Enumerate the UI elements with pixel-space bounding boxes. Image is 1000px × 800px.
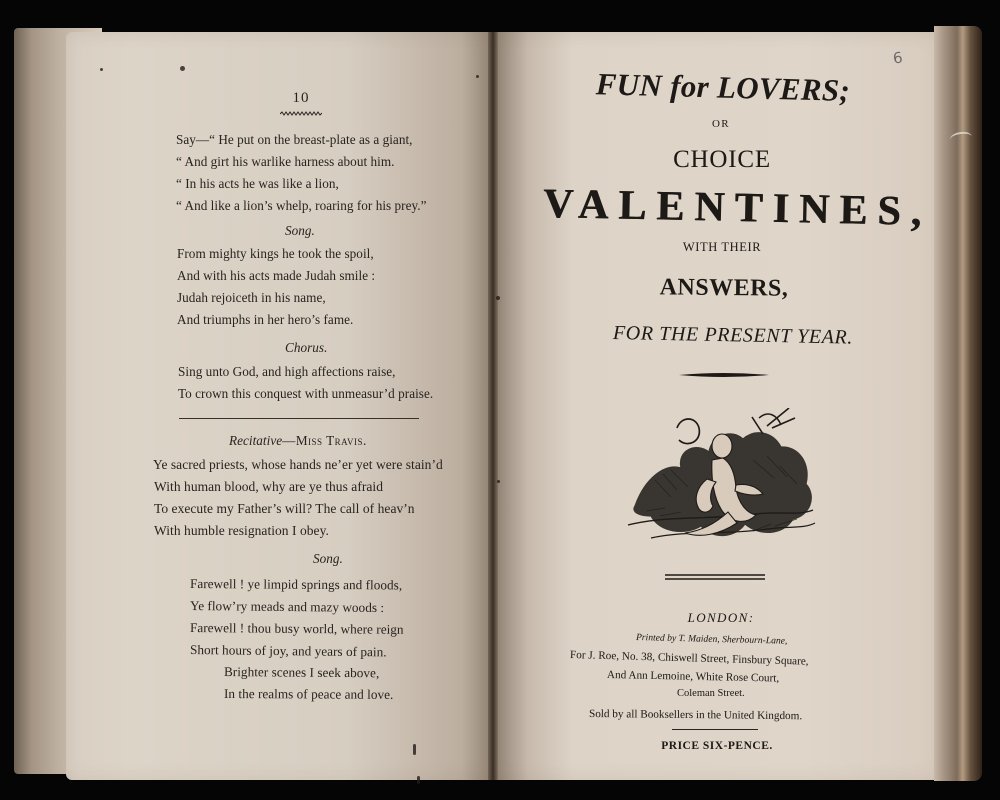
verse-line: To crown this conquest with unmeasur’d praise. bbox=[178, 386, 434, 401]
title-present-year: FOR THE PRESENT YEAR. bbox=[612, 321, 854, 349]
publisher-line: For J. Roe, No. 38, Chiswell Street, Finsbury Square, bbox=[569, 649, 809, 668]
price-rule bbox=[672, 729, 758, 730]
verse-line: Sing unto God, and high affections raise, bbox=[178, 364, 396, 379]
verse-line: With human blood, why are ye thus afraid bbox=[154, 479, 383, 494]
verse-line: “ In his acts he was like a lion, bbox=[176, 176, 339, 191]
ink-spot bbox=[417, 776, 420, 784]
ink-spot bbox=[497, 480, 500, 483]
verse-line: “ And girt his warlike harness about him. bbox=[176, 154, 395, 169]
recitative-heading bbox=[229, 430, 367, 451]
title-valentines: VALENTINES, bbox=[542, 181, 932, 236]
double-rule bbox=[665, 572, 765, 582]
verse-line: Ye sacred priests, whose hands ne’er yet were stain’d bbox=[153, 457, 443, 472]
page-number-ornament bbox=[280, 111, 322, 117]
pencil-note: 6 bbox=[891, 48, 904, 68]
address-line: Coleman Street. bbox=[677, 688, 745, 699]
verse-line: Judah rejoiceth in his name, bbox=[177, 290, 326, 305]
price: PRICE SIX-PENCE. bbox=[661, 740, 773, 752]
chorus-heading: Chorus. bbox=[285, 340, 328, 355]
imprint-city: LONDON: bbox=[687, 610, 755, 625]
ink-spot bbox=[100, 68, 103, 71]
verse-line: To execute my Father’s will? The call of heav’n bbox=[154, 501, 415, 516]
verse-line: With humble resignation I obey. bbox=[154, 523, 329, 538]
ink-spot bbox=[180, 66, 185, 71]
title-choice: CHOICE bbox=[673, 146, 771, 173]
ink-spot bbox=[413, 744, 416, 755]
title-main: FUN for LOVERS; bbox=[595, 66, 851, 108]
title-answers: ANSWERS, bbox=[659, 274, 789, 302]
title-with-their: WITH THEIR bbox=[682, 240, 762, 254]
recitative-singer: —Miss Travis. bbox=[282, 433, 367, 448]
title-page bbox=[542, 66, 932, 752]
ink-spot bbox=[496, 296, 500, 300]
ink-spot bbox=[476, 75, 479, 78]
recitative-label: Recitative bbox=[229, 433, 283, 448]
book-gutter bbox=[488, 32, 498, 780]
title-or: OR bbox=[712, 118, 730, 130]
bookseller-line: Sold by all Booksellers in the United Kingdom. bbox=[588, 708, 803, 723]
verse-line: In the realms of peace and love. bbox=[223, 686, 394, 702]
page-number: 10 bbox=[292, 90, 310, 106]
verse-line: From mighty kings he took the spoil, bbox=[177, 246, 374, 261]
verse-line: Ye flow’ry meads and mazy woods : bbox=[189, 598, 385, 616]
verse-line: And triumphs in her hero’s fame. bbox=[177, 312, 354, 327]
cupid-woodcut-icon bbox=[623, 408, 818, 558]
ornamental-rule bbox=[679, 371, 769, 379]
verse-line: And with his acts made Judah smile : bbox=[177, 268, 376, 283]
song-heading: Song. bbox=[285, 223, 315, 238]
verse-line: “ And like a lion’s whelp, roaring for his prey.” bbox=[176, 198, 427, 213]
left-page-text bbox=[104, 90, 486, 710]
verse-line: Brighter scenes I seek above, bbox=[223, 664, 380, 681]
verse-line: Farewell ! thou busy world, where reign bbox=[189, 620, 404, 637]
section-divider bbox=[179, 418, 419, 419]
verse-line: Farewell ! ye limpid springs and floods, bbox=[189, 576, 403, 593]
printer-line: Printed by T. Maiden, Sherbourn-Lane, bbox=[635, 632, 788, 647]
verse-line: Say—“ He put on the breast-plate as a giant, bbox=[176, 132, 413, 147]
song-heading: Song. bbox=[313, 551, 343, 566]
verse-line: Short hours of joy, and years of pain. bbox=[189, 642, 387, 660]
publisher-line: And Ann Lemoine, White Rose Court, bbox=[606, 669, 780, 685]
